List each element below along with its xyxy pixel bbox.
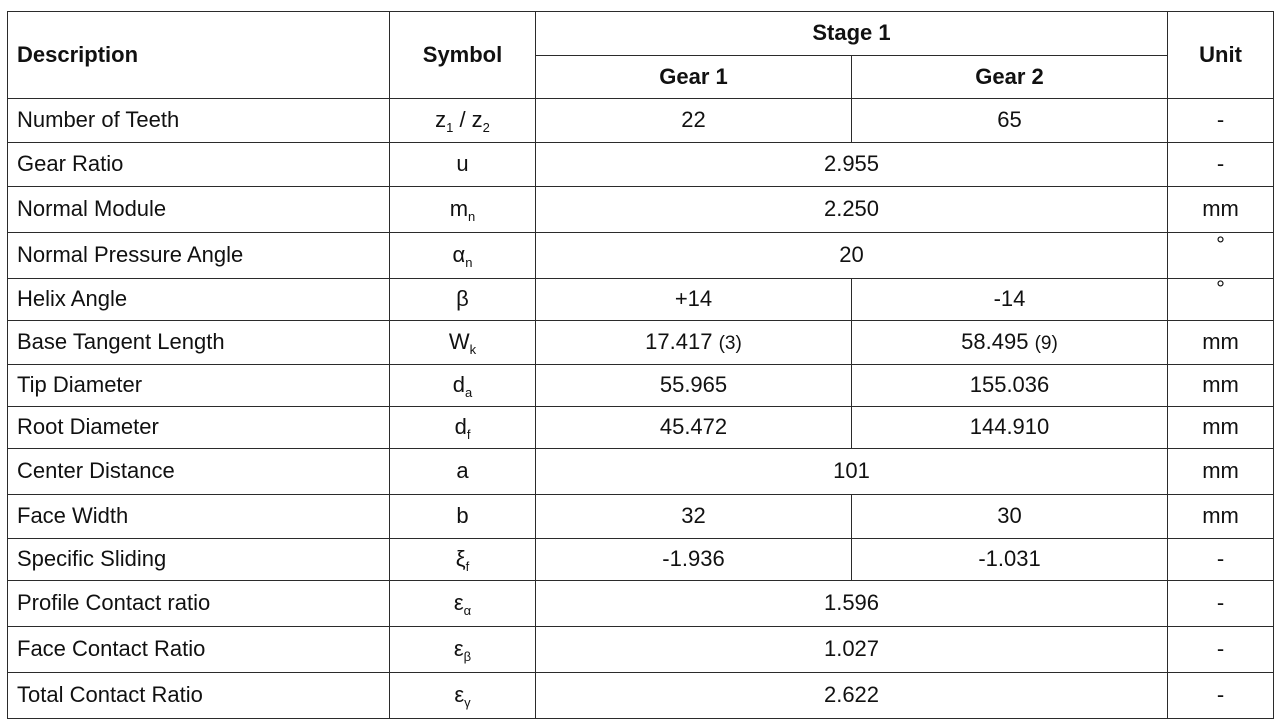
row-description: Face Contact Ratio [8, 627, 390, 673]
gear2-value: -1.031 [852, 539, 1168, 581]
row-description: Gear Ratio [8, 143, 390, 187]
row-unit: mm [1168, 495, 1274, 539]
table-row [8, 673, 1274, 719]
shared-value: 1.027 [536, 627, 1168, 673]
row-symbol: u [390, 143, 536, 187]
unit-header: Unit [1168, 12, 1274, 99]
row-symbol: $\varepsilon_\beta$ [390, 627, 536, 673]
row-description: Tip Diameter [8, 365, 390, 407]
table-row [8, 581, 1274, 627]
shared-value: 2.955 [536, 143, 1168, 187]
row-description: Base Tangent Length [8, 321, 390, 365]
gear1-value: +14 [536, 279, 852, 321]
gear1-value: 32 [536, 495, 852, 539]
row-description: Total Contact Ratio [8, 673, 390, 719]
gear2-value: 155.036 [852, 365, 1168, 407]
shared-value: 2.250 [536, 187, 1168, 233]
row-description: Helix Angle [8, 279, 390, 321]
table-row [8, 143, 1274, 187]
row-unit: - [1168, 673, 1274, 719]
teeth-span-note: (9) [1034, 333, 1058, 355]
table-row [8, 365, 1274, 407]
row-symbol: $\varepsilon_\gamma$ [390, 673, 536, 719]
shared-value: 101 [536, 449, 1168, 495]
table-row [8, 99, 1274, 143]
table-row [8, 187, 1274, 233]
table-row [8, 321, 1274, 365]
row-description: Normal Module [8, 187, 390, 233]
symbol-header: Symbol [390, 12, 536, 99]
table-row [8, 279, 1274, 321]
row-description: Root Diameter [8, 407, 390, 449]
shared-value: 20 [536, 233, 1168, 279]
gear2-value: 65 [852, 99, 1168, 143]
description-header: Description [8, 12, 390, 99]
gear-parameters-table [7, 11, 1274, 719]
row-symbol: $\xi_f$ [390, 539, 536, 581]
row-symbol: b [390, 495, 536, 539]
row-description: Profile Contact ratio [8, 581, 390, 627]
gear2-value: -14 [852, 279, 1168, 321]
row-unit: mm [1168, 187, 1274, 233]
table-row [8, 449, 1274, 495]
row-unit: - [1168, 581, 1274, 627]
row-symbol: a [390, 449, 536, 495]
gear1-value: -1.936 [536, 539, 852, 581]
table-row [8, 495, 1274, 539]
row-symbol: $d_a$ [390, 365, 536, 407]
stage-header: Stage 1 [536, 12, 1168, 56]
row-unit: - [1168, 143, 1274, 187]
row-symbol: $\alpha_n$ [390, 233, 536, 279]
row-unit: - [1168, 539, 1274, 581]
row-unit: - [1168, 99, 1274, 143]
gear2-value: 58.495 (9) [852, 321, 1168, 365]
row-symbol: β [390, 279, 536, 321]
row-symbol: $m_n$ [390, 187, 536, 233]
table-row [8, 539, 1274, 581]
row-symbol: $W_k$ [390, 321, 536, 365]
gear2-value: 144.910 [852, 407, 1168, 449]
shared-value: 1.596 [536, 581, 1168, 627]
gear2-header: Gear 2 [852, 56, 1168, 99]
row-symbol: $d_f$ [390, 407, 536, 449]
gear2-value: 30 [852, 495, 1168, 539]
shared-value: 2.622 [536, 673, 1168, 719]
row-symbol: $\varepsilon_\alpha$ [390, 581, 536, 627]
row-symbol: $z_1 / z_2$ [390, 99, 536, 143]
row-description: Number of Teeth [8, 99, 390, 143]
gear1-value: 17.417 (3) [536, 321, 852, 365]
gear1-value: 45.472 [536, 407, 852, 449]
row-unit: ° [1168, 279, 1274, 321]
row-description: Specific Sliding [8, 539, 390, 581]
row-unit: - [1168, 627, 1274, 673]
row-unit: mm [1168, 449, 1274, 495]
gear1-value: 22 [536, 99, 852, 143]
row-unit: ° [1168, 233, 1274, 279]
table-row [8, 407, 1274, 449]
row-description: Face Width [8, 495, 390, 539]
teeth-span-note: (3) [718, 333, 742, 355]
table-row [8, 627, 1274, 673]
row-unit: mm [1168, 365, 1274, 407]
table-row [8, 233, 1274, 279]
row-description: Center Distance [8, 449, 390, 495]
gear1-header: Gear 1 [536, 56, 852, 99]
row-unit: mm [1168, 321, 1274, 365]
row-unit: mm [1168, 407, 1274, 449]
gear1-value: 55.965 [536, 365, 852, 407]
row-description: Normal Pressure Angle [8, 233, 390, 279]
